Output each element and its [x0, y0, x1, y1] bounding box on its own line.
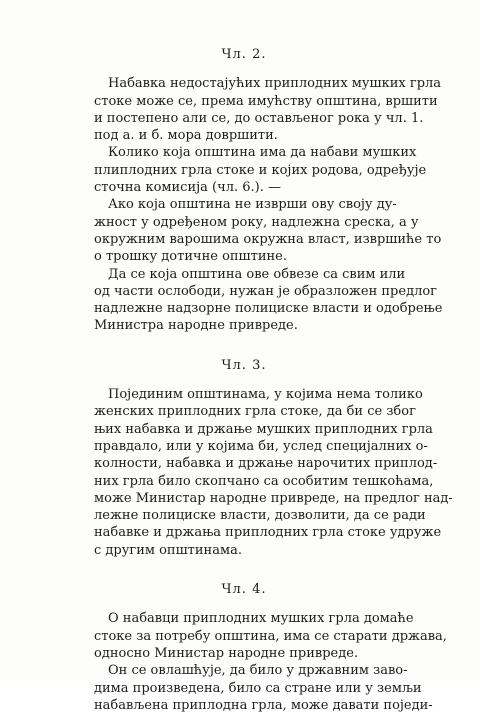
text-line: дима произведена, било са стране или у земљи — [94, 680, 422, 696]
text-line: окружним варошима окружна власт, извршиће то — [94, 231, 442, 247]
paragraph — [94, 144, 427, 196]
text-line: под а. и б. мора довршити. — [94, 128, 278, 144]
article-title: Чл. 4. — [221, 582, 267, 598]
text-line: Он се овлашћује, да било у државним заво- — [108, 663, 408, 679]
paragraph — [94, 196, 442, 265]
text-line: с другим општинама. — [94, 542, 242, 558]
text-line: и постепено али се, до остављеног рока у чл. 1. — [94, 110, 424, 126]
text-line: стоке за потребу општина, има се старати држава, — [94, 628, 447, 644]
paragraph — [94, 610, 447, 662]
text-line: набављена приплодна грла, може давати поједи- — [94, 697, 433, 713]
text-line: плиплодних грла стоке и којих родова, одређује — [94, 162, 427, 178]
document-body — [94, 46, 453, 714]
text-line: Појединим општинама, у којима нема толико — [108, 387, 423, 403]
text-line: Министра народне привреде. — [94, 318, 298, 334]
text-line: колности, набавка и држање нарочитих приплод- — [94, 456, 438, 472]
paragraph — [94, 75, 442, 144]
text-line: о трошку дотичне општине. — [94, 249, 287, 265]
text-line: набавке и држања приплодних грла стоке удруже — [94, 525, 442, 541]
text-line: њих набавка и држање мушких приплодних грла — [94, 421, 433, 437]
text-line: од части ослободи, нужан је образложен предлог — [94, 283, 437, 299]
paragraph — [94, 662, 433, 714]
paragraph — [94, 386, 453, 559]
text-line: стоке може се, према имућству општина, вршити — [94, 93, 438, 109]
text-line: жност у одређеном року, надлежна среска, а у — [94, 214, 419, 230]
text-line: Да се која општина ове обвезе са свим или — [108, 266, 406, 282]
text-line: Колико која општина има да набави мушких — [108, 145, 417, 161]
text-line: О набавци приплодних мушких грла домаће — [108, 611, 414, 627]
text-line: надлежне надзорне полициске власти и одобрење — [94, 301, 443, 317]
text-line: Набавка недостајућих приплодних мушких грла — [108, 76, 442, 92]
text-line: женских приплодних грла стоке, да би се због — [94, 404, 416, 420]
text-line: лежне полициске власти, дозволити, да се ради — [94, 508, 426, 524]
text-line: односно Министар народне привреде. — [94, 645, 359, 661]
text-line: правдало, или у којима би, услед специјалних о- — [94, 438, 428, 454]
text-line: Ако која општина не изврши ову своју ду- — [108, 197, 397, 213]
article-title: Чл. 3. — [221, 357, 267, 373]
text-line: них грла било скопчано са особитим тешкоћама, — [94, 473, 434, 489]
article-title: Чл. 2. — [221, 47, 267, 62]
text-line: сточна комисија (чл. 6.). — — [94, 180, 281, 196]
paragraph — [94, 266, 443, 335]
text-line: може Министар народне привреде, на предлог над- — [94, 490, 453, 506]
